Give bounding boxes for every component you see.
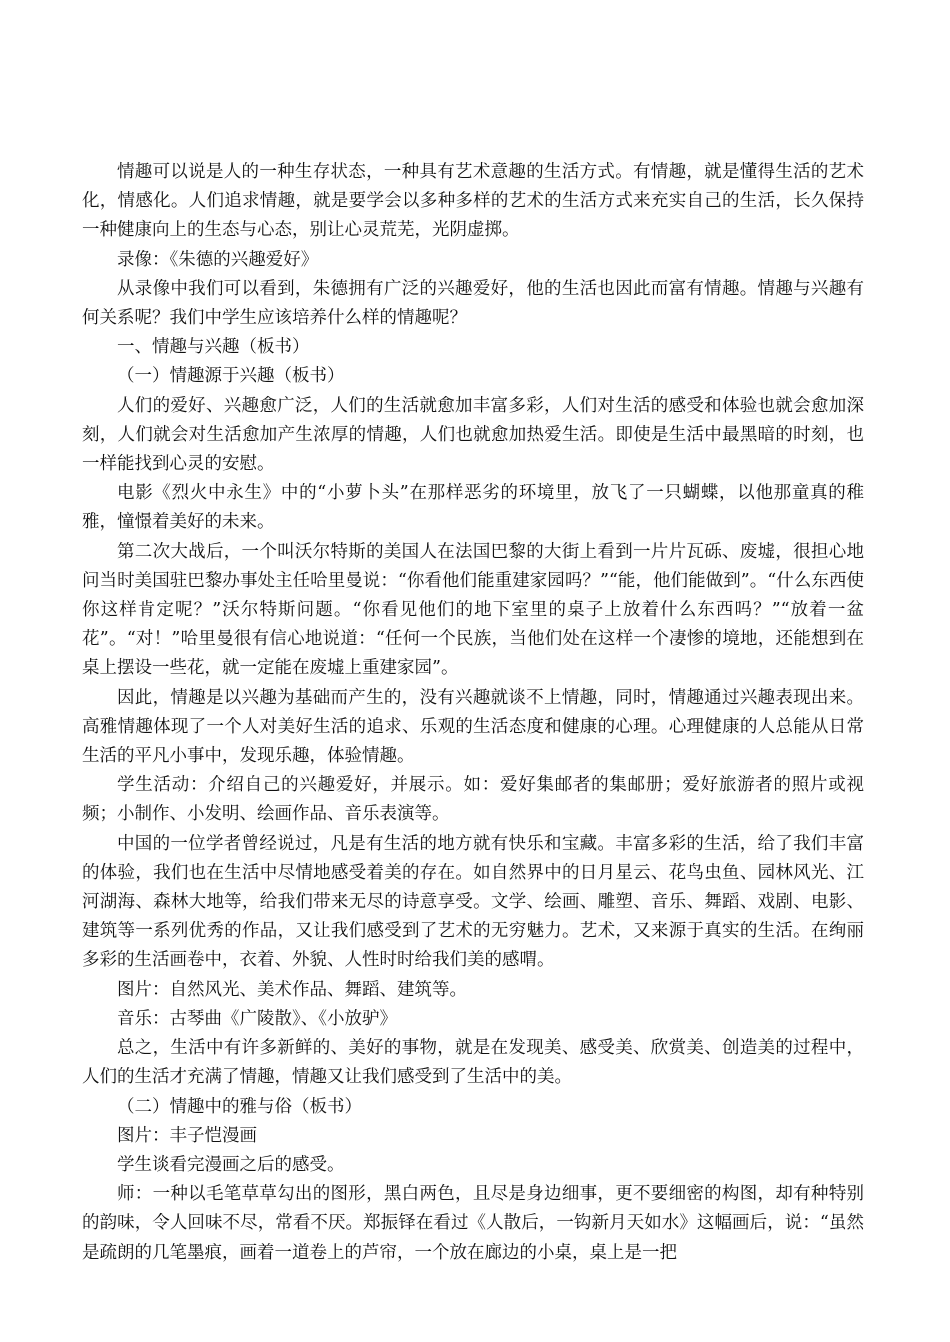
paragraph-video-discussion: 从录像中我们可以看到，朱德拥有广泛的兴趣爱好，他的生活也因此而富有情趣。情趣与兴趣有何关系呢？我们中学生应该培养什么样的情趣呢？ bbox=[82, 278, 864, 329]
paragraph-student-activity: 学生活动：介绍自己的兴趣爱好，并展示。如：爱好集邮者的集邮册；爱好旅游者的照片或视频；小制作、小发明、绘画作品、音乐表演等。 bbox=[82, 775, 864, 825]
paragraph-scholar-quote: 中国的一位学者曾经说过，凡是有生活的地方就有快乐和宝藏。丰富多彩的生活，给了我们丰富的体验，我们也在生活中尽情地感受着美的存在。如自然界中的日月星云、花鸟虫鱼、园林风光、江河湖海、森林大地等，给我们带来无尽的诗意享受。文学、绘画、雕塑、音乐、舞蹈、戏剧、电影、建筑等一系列优秀的作品，又让我们感受到了艺术的无穷魅力。艺术，又来源于真实的生活。在绚丽多彩的生活画卷中，衣着、外貌、人性时时给我们美的感喟。 bbox=[82, 833, 864, 971]
subsection-heading-2: （二）情趣中的雅与俗（板书） bbox=[117, 1096, 362, 1117]
paragraph-summary: 总之，生活中有许多新鲜的、美好的事物，就是在发现美、感受美、欣赏美、创造美的过程中，人们的生活才充满了情趣，情趣又让我们感受到了生活中的美。 bbox=[82, 1038, 864, 1088]
paragraph-conclusion-interest: 因此，情趣是以兴趣为基础而产生的，没有兴趣就谈不上情趣，同时，情趣通过兴趣表现出来。高雅情趣体现了一个人对美好生活的追求、乐观的生活态度和健康的心理。心理健康的人总能从日常生活的平凡小事中，发现乐趣，体验情趣。 bbox=[82, 687, 864, 767]
paragraph-music: 音乐：古琴曲《广陵散》、《小放驴》 bbox=[117, 1008, 397, 1029]
paragraph-intro: 情趣可以说是人的一种生存状态，一种具有艺术意趣的生活方式。有情趣，就是懂得生活的艺术化，情感化。人们追求情趣，就是要学会以多种多样的艺术的生活方式来充实自己的生活，长久保持一种健康向上的生态与心态，别让心灵荒芜，光阴虚掷。 bbox=[82, 162, 864, 241]
paragraph-pictures: 图片：自然风光、美术作品、舞蹈、建筑等。 bbox=[117, 979, 467, 1000]
paragraph-story: 第二次大战后，一个叫沃尔特斯的美国人在法国巴黎的大街上看到一片片瓦砾、废墟，很担心地问当时美国驻巴黎办事处主任哈里曼说：“你看他们能重建家园吗？”“能，他们能做到”。“什么东西使你这样肯定呢？”沃尔特斯问题。“你看见他们的地下室里的桌子上放着什么东西吗？”“放着一盆花”。“对！”哈里曼很有信心地说道：“任何一个民族，当他们处在这样一个凄惨的境地，还能想到在桌上摆设一些花，就一定能在废墟上重建家园”。 bbox=[82, 541, 864, 679]
paragraph-hobbies: 人们的爱好、兴趣愈广泛，人们的生活就愈加丰富多彩，人们对生活的感受和体验也就会愈加深刻，人们就会对生活愈加产生浓厚的情趣，人们也就愈加热爱生活。即使是生活中最黑暗的时刻，也一样能找到心灵的安慰。 bbox=[82, 395, 864, 475]
subsection-heading-1: （一）情趣源于兴趣（板书） bbox=[117, 366, 345, 387]
paragraph-student-discussion: 学生谈看完漫画之后的感受。 bbox=[117, 1154, 345, 1175]
paragraph-teacher: 师：一种以毛笔草草勾出的图形，黑白两色，且尽是身边细事，更不要细密的构图，却有种特别的韵味，令人回味不尽，常看不厌。郑振铎在看过《人散后，一钩新月天如水》这幅画后，说：“虽然是疏朗的几笔墨痕，画着一道卷上的芦帘，一个放在廊边的小桌，桌上是一把 bbox=[82, 1184, 864, 1263]
paragraph-comic-picture: 图片：丰子恺漫画 bbox=[117, 1125, 257, 1146]
paragraph-video-title: 录像：《朱德的兴趣爱好》 bbox=[117, 249, 319, 270]
section-heading-1: 一、情趣与兴趣（板书） bbox=[117, 337, 310, 358]
paragraph-film: 电影《烈火中永生》中的“小萝卜头”在那样恶劣的环境里，放飞了一只蝴蝶，以他那童真的稚雅，憧憬着美好的未来。 bbox=[82, 483, 864, 533]
document-body bbox=[82, 158, 864, 1268]
